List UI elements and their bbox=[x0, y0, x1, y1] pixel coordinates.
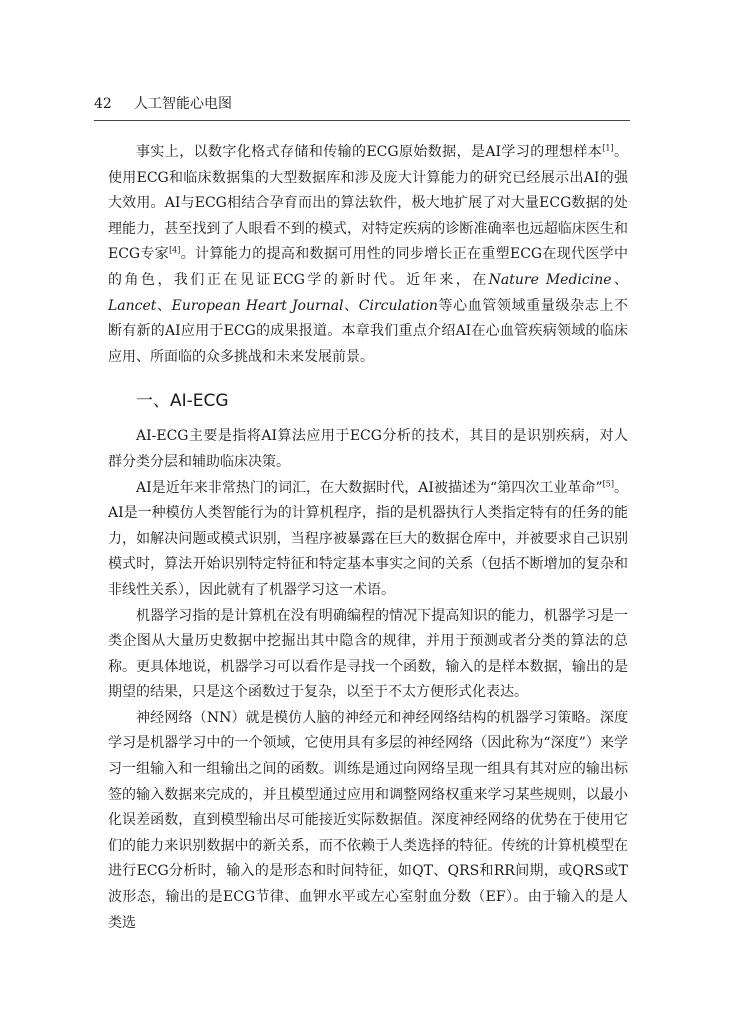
paragraph-4: 机器学习指的是计算机在没有明确编程的情况下提高知识的能力，机器学习是一类企图从大量历史数据中挖掘出其中隐含的规律，并用于预测或者分类的算法的总称。更具体地说，机器学习可以看作是寻找一个函数，输入的是样本数据，输出的是期望的结果，只是这个函数过于复杂，以至于不太方便形式化表达。 bbox=[108, 607, 628, 701]
citation-4: [4] bbox=[169, 245, 181, 255]
journal-name: European Heart Journal bbox=[171, 297, 344, 314]
journal-name: Circulation bbox=[358, 297, 438, 314]
p3-text-b: 。AI是一种模仿人类智能行为的计算机程序，指的是机器执行人类指定特有的任务的能力，如解决问题或模式识别，当程序被暴露在巨大的数据仓库中，并被要求自己识别模式时，算法开始识别特定特征和特定基本事实之间的关系（包括不断增加的复杂和非线性关系），因此就有了机器学习这一术语。 bbox=[108, 479, 628, 598]
separator: 、 bbox=[611, 271, 628, 288]
p3-text-a: AI是近年来非常热门的词汇，在大数据时代，AI被描述为“第四次工业革命” bbox=[136, 479, 603, 496]
section-heading: 一、AI-ECG bbox=[136, 391, 229, 412]
p1-text-b: 。使用ECG和临床数据集的大型数据库和涉及庞大计算能力的研究已经展示出AI的强大效用。AI与ECG相结合孕育而出的算法软件，极大地扩展了对大量ECG数据的处理能力，甚至找到了人眼看不到的模式，对特定疾病的诊断准确率也远超临床医生和ECG专家 bbox=[108, 144, 628, 263]
body-text bbox=[108, 140, 628, 936]
running-header bbox=[94, 94, 630, 121]
paragraph-2: AI-ECG主要是指将AI算法应用于ECG分析的技术，其目的是识别疾病，对人群分类分层和辅助临床决策。 bbox=[108, 428, 628, 470]
page-number: 42 bbox=[94, 96, 112, 112]
citation-1: [1] bbox=[602, 143, 614, 153]
separator: 、 bbox=[343, 297, 359, 314]
p1-text-a: 事实上，以数字化格式存储和传输的ECG原始数据，是AI学习的理想样本 bbox=[136, 144, 603, 160]
paragraph-5: 神经网络（NN）就是模仿人脑的神经元和神经网络结构的机器学习策略。深度学习是机器学习中的一个领域，它使用具有多层的神经网络（因此称为“深度”）来学习一组输入和一组输出之间的函数。训练是通过向网络呈现一组具有其对应的输出标签的输入数据来完成的，并且模型通过应用和调整网络权重来学习某些规则，以最小化误差函数，直到模型输出尽可能接近实际数据值。深度神经网络的优势在于使用它们的能力来识别数据中的新关系，而不依赖于人类选择的特征。传统的计算机模型在进行ECG分析时，输入的是形态和时间特征，如QT、QRS和RR间期，或QRS或T波形态，输出的是ECG节律、血钾水平或左心室射血分数（EF）。由于输入的是人类选 bbox=[108, 709, 628, 931]
p1-text-c: 。计算能力的提高和数据可用性的同步增长正在重塑ECG在现代医学中的角色，我们正在见证ECG学的新时代。近年来，在 bbox=[108, 246, 628, 288]
journal-name: Nature Medicine bbox=[488, 271, 612, 288]
p1-text-d: 等心血管领域重量级杂志上不断有新的AI应用于ECG的成果报道。本章我们重点介绍AI在心血管疾病领域的临床应用、所面临的众多挑战和未来发展前景。 bbox=[108, 297, 629, 365]
paragraph-3 bbox=[108, 476, 628, 604]
book-title: 人工智能心电图 bbox=[134, 96, 232, 112]
paragraph-1 bbox=[108, 140, 628, 370]
separator: 、 bbox=[156, 297, 172, 314]
citation-5: [5] bbox=[602, 478, 614, 488]
journal-name: Lancet bbox=[108, 297, 157, 314]
